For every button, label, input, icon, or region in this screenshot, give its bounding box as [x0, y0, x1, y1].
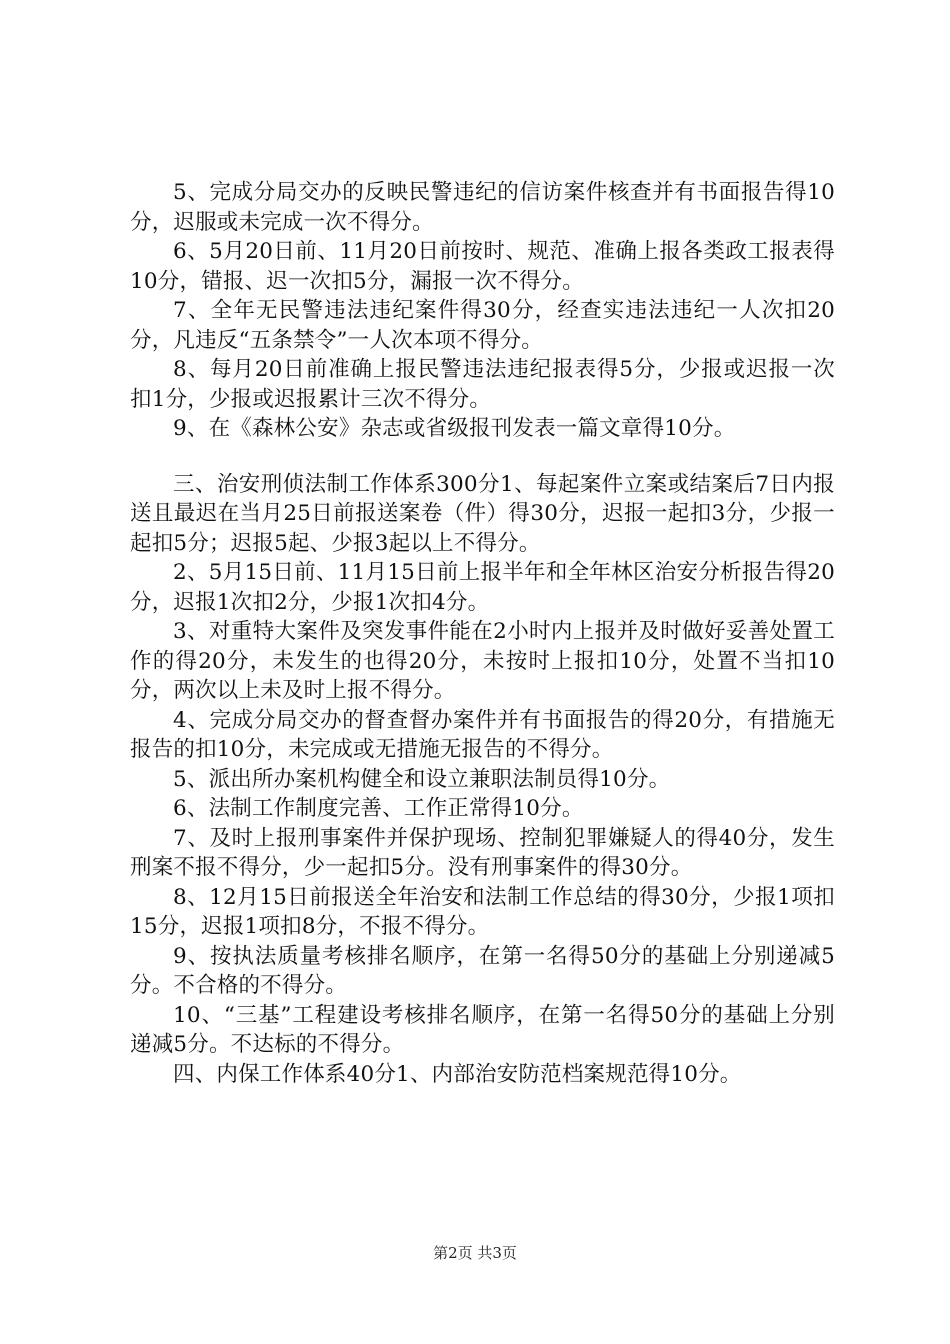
paragraph-1: 5、完成分局交办的反映民警违纪的信访案件核查并有书面报告得10分，迟服或未完成一次不得分。 — [130, 180, 835, 235]
paragraph-3: 7、全年无民警违法违纪案件得30分，经查实违法违纪一人次扣20分，凡违反“五条禁令”一人次本项不得分。 — [130, 298, 835, 353]
paragraph-8: 3、对重特大案件及突发事件能在2小时内上报并及时做好妥善处置工作的得20分，未发生的也得20分，未按时上报扣10分，处置不当扣10分，两次以上未及时上报不得分。 — [130, 619, 835, 703]
paragraph-10: 5、派出所办案机构健全和设立兼职法制员得10分。 — [173, 766, 671, 792]
paragraph-15: 10、“三基”工程建设考核排名顺序，在第一名得50分的基础上分别递减5分。不达标的不得分。 — [130, 1002, 835, 1057]
paragraph-16: 四、内保工作体系40分1、内部治安防范档案规范得10分。 — [173, 1061, 742, 1087]
document-body — [130, 178, 835, 1089]
paragraph-5: 9、在《森林公安》杂志或省级报刊发表一篇文章得10分。 — [173, 416, 736, 441]
paragraph-2: 6、5月20日前、11月20日前按时、规范、准确上报各类政工报表得10分，错报、迟一次扣5分，漏报一次不得分。 — [130, 239, 835, 294]
paragraph-11: 6、法制工作制度完善、工作正常得10分。 — [173, 796, 584, 821]
paragraph-13: 8、12月15日前报送全年治安和法制工作总结的得30分，少报1项扣15分，迟报1项扣8分，不报不得分。 — [130, 884, 835, 939]
paragraph-4: 8、每月20日前准确上报民警违法违纪报表得5分，少报或迟报一次扣1分，少报或迟报累计三次不得分。 — [130, 357, 835, 412]
paragraph-14: 9、按执法质量考核排名顺序，在第一名得50分的基础上分别递减5分。不合格的不得分。 — [130, 943, 835, 998]
paragraph-9: 4、完成分局交办的督查督办案件并有书面报告的得20分，有措施无报告的扣10分，未完成或无措施无报告的不得分。 — [130, 707, 835, 762]
paragraph-7: 2、5月15日前、11月15日前上报半年和全年林区治安分析报告得20分，迟报1次扣2分，少报1次扣4分。 — [130, 560, 835, 615]
section-heading-paragraph: 三、治安刑侦法制工作体系300分1、每起案件立案或结案后7日内报送且最迟在当月25日前报送案卷（件）得30分，迟报一起扣3分，少报一起扣5分；迟报5起、少报3起以上不得分。 — [130, 471, 835, 556]
paragraph-12: 7、及时上报刑事案件并保护现场、控制犯罪嫌疑人的得40分，发生刑案不报不得分，少一起扣5分。没有刑事案件的得30分。 — [130, 825, 835, 880]
page-footer: 第2页 共3页 — [433, 1244, 517, 1262]
